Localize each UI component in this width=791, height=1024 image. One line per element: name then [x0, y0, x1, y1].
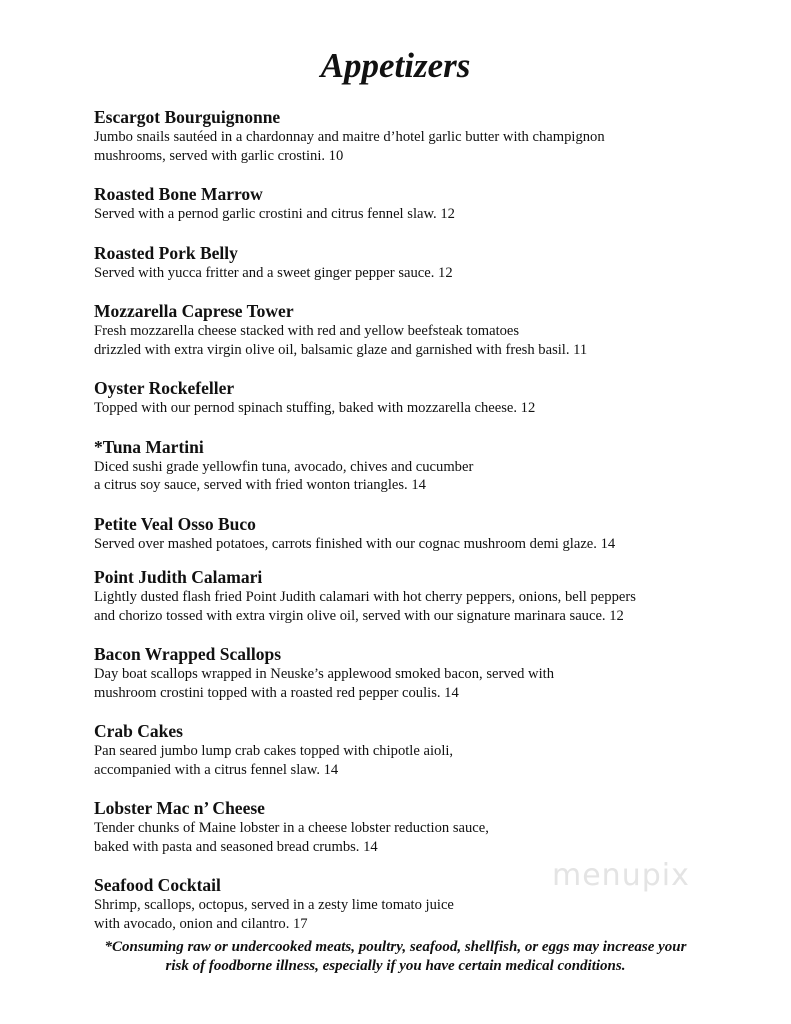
menu-item — [94, 183, 714, 224]
watermark-logo: menupix — [552, 858, 690, 893]
item-description: Served with yucca fritter and a sweet ginger pepper sauce. 12 — [94, 264, 453, 281]
menu-item — [94, 300, 714, 359]
item-name: Oyster Rockefeller — [94, 378, 235, 398]
item-name: Roasted Bone Marrow — [94, 184, 263, 204]
item-description: Fresh mozzarella cheese stacked with red and yellow beefsteak tomatoes drizzled with extra virgin olive oil, balsamic glaze and garnished with fresh basil. 11 — [94, 323, 588, 358]
item-description: Served with a pernod garlic crostini and citrus fennel slaw. 12 — [94, 206, 455, 222]
item-name: Escargot Bourguignonne — [94, 107, 281, 127]
menu-item — [94, 377, 714, 418]
item-description: Shrimp, scallops, octopus, served in a zesty lime tomato juice with avocado, onion and cilantro. 17 — [94, 897, 454, 932]
menu-item — [94, 106, 714, 165]
item-name: Roasted Pork Belly — [94, 242, 238, 263]
item-description: Day boat scallops wrapped in Neuske’s applewood smoked bacon, served with mushroom crostini topped with a roasted red pepper coulis. 14 — [94, 666, 554, 701]
menu-items-list — [94, 106, 714, 951]
item-description: Tender chunks of Maine lobster in a cheese lobster reduction sauce, baked with pasta and seasoned bread crumbs. 14 — [94, 820, 489, 855]
item-name: Seafood Cocktail — [94, 875, 221, 895]
food-safety-notice: *Consuming raw or undercooked meats, poultry, seafood, shellfish, or eggs may increase your risk of foodborne illness, especially if you have certain medical conditions. — [104, 939, 687, 974]
menu-item — [94, 242, 714, 283]
item-description: Pan seared jumbo lump crab cakes topped with chipotle aioli, accompanied with a citrus fennel slaw. 14 — [94, 743, 454, 778]
menu-item — [94, 566, 714, 625]
item-name: Mozzarella Caprese Tower — [94, 301, 294, 321]
item-description: Jumbo snails sautéed in a chardonnay and maitre d’hotel garlic butter with champignon mushrooms, served with garlic crostini. 10 — [94, 129, 605, 164]
menu-item — [94, 643, 714, 702]
item-name: Crab Cakes — [94, 721, 183, 741]
item-description: Lightly dusted flash fried Point Judith calamari with hot cherry peppers, onions, bell peppers and chorizo tossed with extra virgin olive oil, served with our signature marinara sauce. 12 — [94, 589, 636, 624]
item-name: *Tuna Martini — [94, 436, 204, 457]
menu-item — [94, 720, 714, 779]
menu-item — [94, 513, 714, 554]
item-name: Bacon Wrapped Scallops — [94, 644, 282, 664]
item-description: Diced sushi grade yellowfin tuna, avocado, chives and cucumber a citrus soy sauce, served with fried wonton triangles. 14 — [94, 458, 474, 493]
item-name: Lobster Mac n’ Cheese — [94, 798, 265, 818]
item-name: Petite Veal Osso Buco — [94, 513, 256, 534]
item-name: Point Judith Calamari — [94, 567, 263, 587]
menu-item — [94, 436, 714, 495]
page-title: Appetizers — [320, 46, 471, 85]
item-description: Served over mashed potatoes, carrots finished with our cognac mushroom demi glaze. 14 — [94, 535, 616, 552]
menu-item — [94, 797, 714, 856]
item-description: Topped with our pernod spinach stuffing, baked with mozzarella cheese. 12 — [94, 400, 536, 416]
